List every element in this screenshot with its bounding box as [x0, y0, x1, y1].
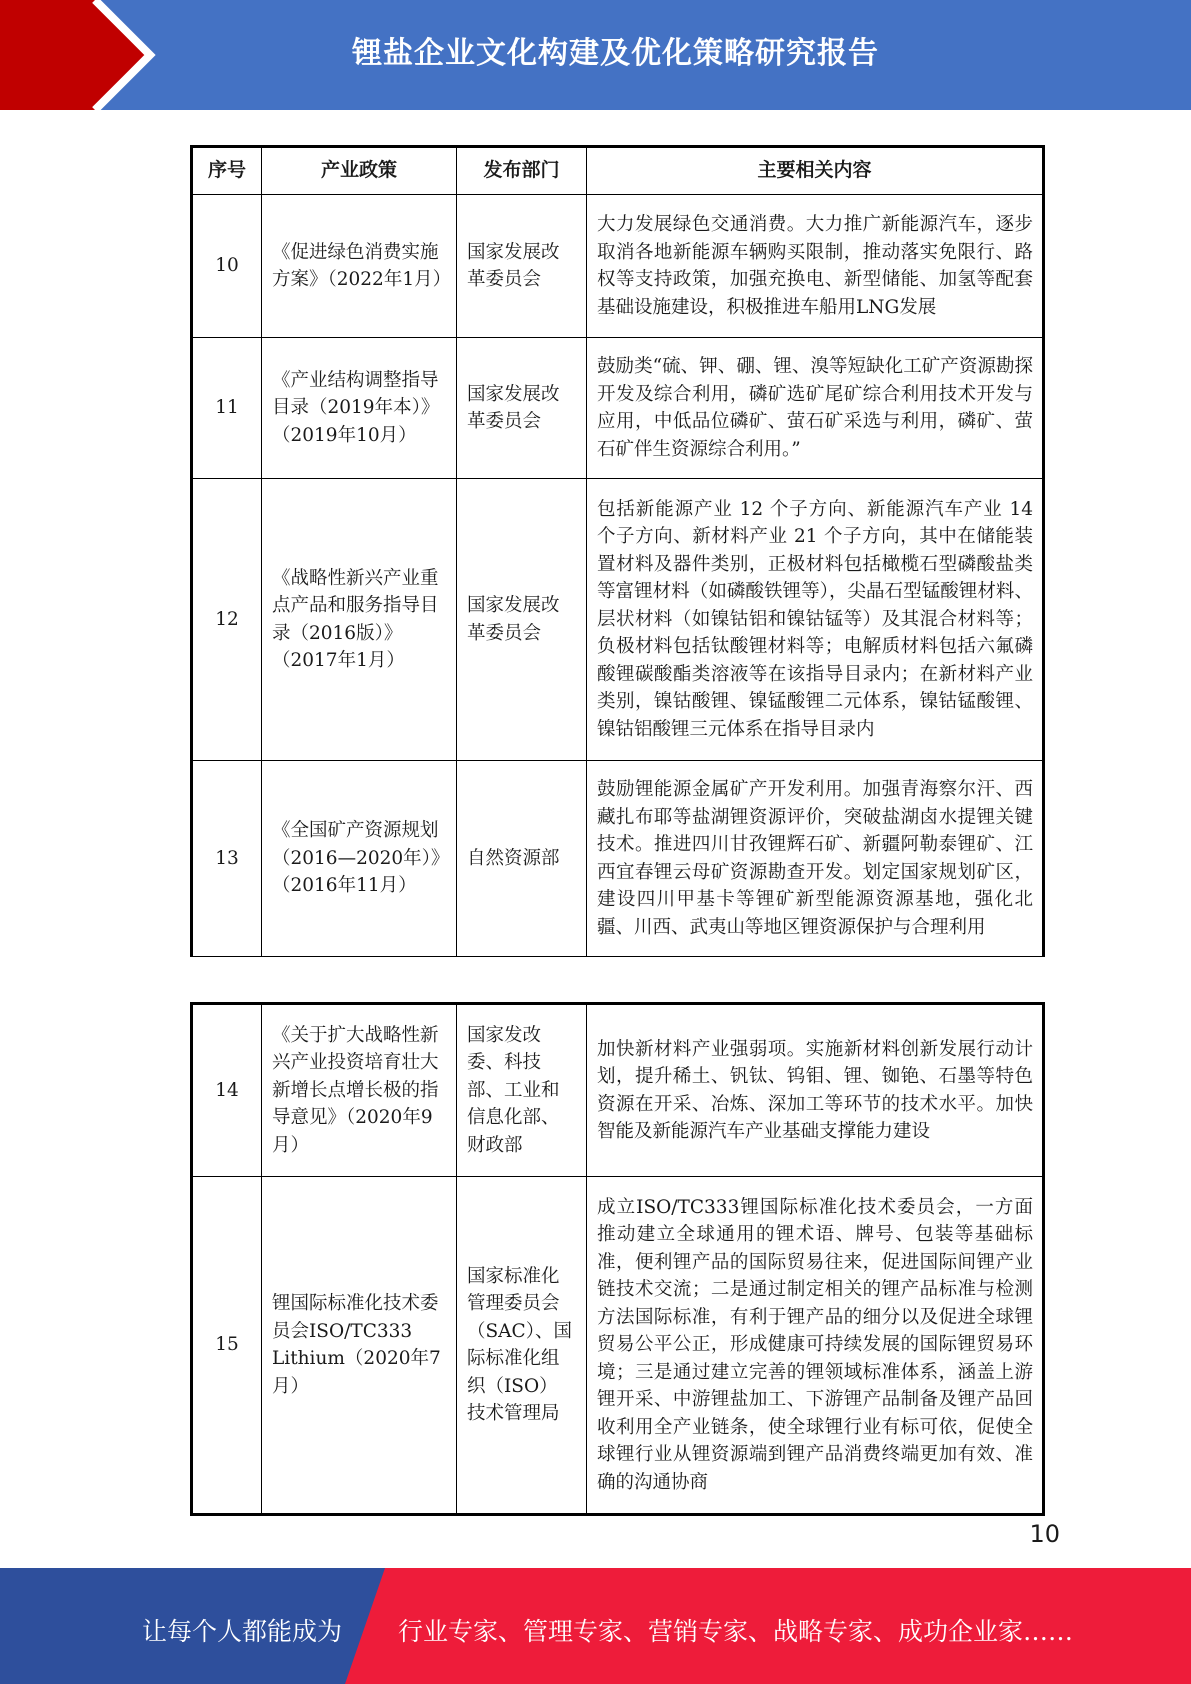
row-number: 11: [192, 338, 262, 479]
table-header-row: [192, 147, 1044, 195]
row-content: 成立ISO/TC333锂国际标准化技术委员会，一方面推动建立全球通用的锂术语、牌号、包装等基础标准，便利锂产品的国际贸易往来，促进国际间锂产业链技术交流；二是通过制定相关的锂产品标准与检测方法国际标准，有利于锂产品的细分以及促进全球锂贸易公平公正，形成健康可持续发展的国际锂贸易环境；三是通过建立完善的锂领域标准体系，涵盖上游锂开采、中游锂盐加工、下游锂产品制备及锂产品回收利用全产业链条，使全球锂行业有标可依，促使全球锂行业从锂资源端到锂产品消费终端更加有效、准确的沟通协商: [587, 1177, 1044, 1515]
row-number: 10: [192, 195, 262, 338]
row-dept: 自然资源部: [457, 761, 587, 957]
footer-slogan-right: 行业专家、管理专家、营销专家、战略专家、成功企业家……: [398, 1617, 1074, 1646]
row-policy: 《战略性新兴产业重点产品和服务指导目录（2016版）》（2017年1月）: [262, 479, 457, 761]
table-row: [192, 338, 1044, 479]
page-number: 10: [1029, 1520, 1060, 1548]
row-policy: 锂国际标准化技术委员会ISO/TC333 Lithium（2020年7月）: [262, 1177, 457, 1515]
row-policy: 《关于扩大战略性新兴产业投资培育壮大新增长点增长极的指导意见》（2020年9月）: [262, 1004, 457, 1177]
policy-table-part1: [190, 145, 1045, 957]
row-content: 鼓励锂能源金属矿产开发利用。加强青海察尔汗、西藏扎布耶等盐湖锂资源评价，突破盐湖卤水提锂关键技术。推进四川甘孜锂辉石矿、新疆阿勒泰锂矿、江西宜春锂云母矿资源勘查开发。划定国家规划矿区，建设四川甲基卡等锂矿新型能源资源基地，强化北疆、川西、武夷山等地区锂资源保护与合理利用: [587, 761, 1044, 957]
header-content: 主要相关内容: [587, 147, 1044, 195]
row-number: 12: [192, 479, 262, 761]
footer-slogan-left: 让每个人都能成为: [142, 1617, 343, 1646]
row-dept: 国家发展改革委员会: [457, 338, 587, 479]
row-content: 大力发展绿色交通消费。大力推广新能源汽车，逐步取消各地新能源车辆购买限制，推动落实免限行、路权等支持政策，加强充换电、新型储能、加氢等配套基础设施建设，积极推进车船用LNG发展: [587, 195, 1044, 338]
row-content: 包括新能源产业 12 个子方向、新能源汽车产业 14 个子方向、新材料产业 21 个子方向，其中在储能装置材料及器件类别，正极材料包括橄榄石型磷酸盐类等富锂材料（如磷酸铁锂等），尖晶石型锰酸锂材料、层状材料（如镍钴铝和镍钴锰等）及其混合材料等；负极材料包括钛酸锂材料等；电解质材料包括六氟磷酸锂碳酸酯类溶液等在该指导目录内；在新材料产业类别，镍钴酸锂、镍锰酸锂二元体系，镍钴锰酸锂、镍钴铝酸锂三元体系在指导目录内: [587, 479, 1044, 761]
policy-table-part2: [190, 1002, 1045, 1516]
header-dept: 发布部门: [457, 147, 587, 195]
page-header: [0, 0, 1191, 110]
row-policy: 《全国矿产资源规划（2016—2020年）》（2016年11月）: [262, 761, 457, 957]
page-footer: [0, 1568, 1191, 1684]
table-row: [192, 479, 1044, 761]
header-no: 序号: [192, 147, 262, 195]
header-policy: 产业政策: [262, 147, 457, 195]
table-row: [192, 761, 1044, 957]
row-policy: 《产业结构调整指导目录（2019年本）》（2019年10月）: [262, 338, 457, 479]
table-row: [192, 1004, 1044, 1177]
row-dept: 国家发改委、科技部、工业和信息化部、财政部: [457, 1004, 587, 1177]
row-content: 加快新材料产业强弱项。实施新材料创新发展行动计划，提升稀土、钒钛、钨钼、锂、铷铯、石墨等特色资源在开采、冶炼、深加工等环节的技术水平。加快智能及新能源汽车产业基础支撑能力建设: [587, 1004, 1044, 1177]
row-dept: 国家发展改革委员会: [457, 479, 587, 761]
table-row: [192, 1177, 1044, 1515]
row-content: 鼓励类“硫、钾、硼、锂、溴等短缺化工矿产资源勘探开发及综合利用，磷矿选矿尾矿综合利用技术开发与应用，中低品位磷矿、萤石矿采选与利用，磷矿、萤石矿伴生资源综合利用。”: [587, 338, 1044, 479]
row-number: 14: [192, 1004, 262, 1177]
row-policy: 《促进绿色消费实施方案》（2022年1月）: [262, 195, 457, 338]
header-title: 锂盐企业文化构建及优化策略研究报告: [352, 36, 879, 71]
row-dept: 国家发展改革委员会: [457, 195, 587, 338]
row-dept: 国家标准化管理委员会（SAC）、国际标准化组织（ISO）技术管理局: [457, 1177, 587, 1515]
table-row: [192, 195, 1044, 338]
row-number: 13: [192, 761, 262, 957]
row-number: 15: [192, 1177, 262, 1515]
